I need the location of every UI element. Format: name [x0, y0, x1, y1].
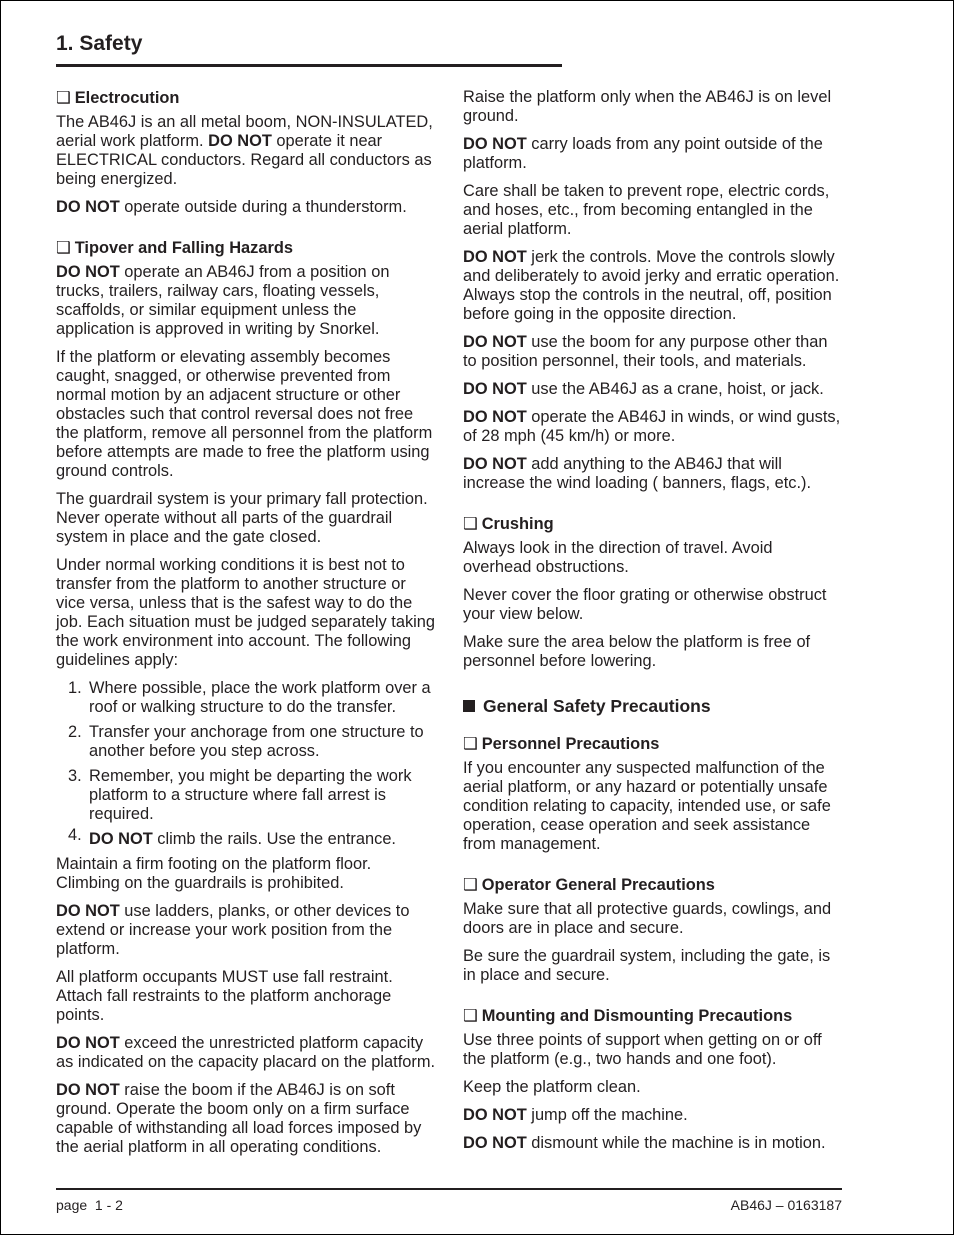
left-column — [56, 89, 436, 1166]
paragraph: DO NOT add anything to the AB46J that will increase the wind loading ( banners, flags, etc.). — [463, 455, 812, 492]
paragraph: DO NOT operate an AB46J from a position on trucks, trailers, railway cars, floating vessels, scaffolds, or similar equipment unless the application is approved in writing by Snorkel. — [56, 263, 390, 338]
page-title: 1. Safety — [56, 32, 143, 55]
paragraph: DO NOT jerk the controls. Move the controls slowly and deliberately to avoid jerky and erratic operation. Always stop the controls in the neutral, off, position before going in the opposite direction. — [463, 248, 840, 323]
document-number: AB46J – 0163187 — [730, 1197, 842, 1213]
paragraph: DO NOT use the AB46J as a crane, hoist, or jack. — [463, 380, 824, 398]
paragraph: If you encounter any suspected malfunction of the aerial platform, or any hazard or potentially unsafe condition relating to capacity, intended use, or safe operation, cease operation and seek assistance from management. — [463, 759, 831, 853]
list-item: 2. Transfer your anchorage from one structure to another before you step across. — [68, 723, 424, 760]
paragraph: Maintain a firm footing on the platform floor. Climbing on the guardrails is prohibited. — [56, 855, 372, 892]
paragraph: DO NOT use the boom for any purpose other than to position personnel, their tools, and materials. — [463, 333, 828, 370]
paragraph: Be sure the guardrail system, including the gate, is in place and secure. — [463, 947, 831, 984]
subheading-operator: ❑ Operator General Precautions — [463, 876, 715, 894]
paragraph: The guardrail system is your primary fall protection. Never operate without all parts of the guardrail system in place and the gate closed. — [56, 490, 428, 546]
subheading-mounting: ❑ Mounting and Dismounting Precautions — [463, 1007, 793, 1025]
subheading-tipover: ❑ Tipover and Falling Hazards — [56, 239, 293, 257]
paragraph: The AB46J is an all metal boom, NON-INSULATED, aerial work platform. DO NOT operate it near ELECTRICAL conductors. Regard all conductors as being energized. — [56, 113, 433, 188]
paragraph: DO NOT operate outside during a thunderstorm. — [56, 198, 407, 216]
right-column — [463, 88, 843, 1162]
checkbox-icon: ❑ — [56, 89, 71, 107]
page-number: page 1 - 2 — [56, 1197, 123, 1213]
paragraph: Always look in the direction of travel. Avoid overhead obstructions. — [463, 539, 773, 576]
paragraph: DO NOT operate the AB46J in winds, or wind gusts, of 28 mph (45 km/h) or more. — [463, 408, 841, 445]
filled-square-icon — [463, 700, 475, 712]
paragraph: Keep the platform clean. — [463, 1078, 641, 1096]
paragraph: DO NOT raise the boom if the AB46J is on soft ground. Operate the boom only on a firm surface capable of withstanding all load forces imposed by the aerial platform in all operating conditions. — [56, 1081, 422, 1156]
paragraph: DO NOT carry loads from any point outside of the platform. — [463, 135, 823, 172]
checkbox-icon: ❑ — [56, 239, 71, 257]
paragraph: All platform occupants MUST use fall restraint. Attach fall restraints to the platform anchorage points. — [56, 968, 393, 1024]
paragraph: Care shall be taken to prevent rope, electric cords, and hoses, etc., from becoming entangled in the aerial platform. — [463, 182, 830, 238]
paragraph: Never cover the floor grating or otherwise obstruct your view below. — [463, 586, 827, 623]
paragraph: DO NOT exceed the unrestricted platform capacity as indicated on the capacity placard on the platform. — [56, 1034, 436, 1071]
paragraph: DO NOT use ladders, planks, or other devices to extend or increase your work position from the platform. — [56, 902, 410, 958]
paragraph: Make sure that all protective guards, cowlings, and doors are in place and secure. — [463, 900, 832, 937]
paragraph: Raise the platform only when the AB46J is on level ground. — [463, 88, 832, 125]
paragraph: Use three points of support when getting on or off the platform (e.g., two hands and one foot). — [463, 1031, 822, 1068]
paragraph: If the platform or elevating assembly becomes caught, snagged, or otherwise prevented from normal motion by an adjacent structure or other obstacles such that control reversal does not free the platform, remove all personnel from the platform before attempts are made to free the platform using ground controls. — [56, 348, 433, 480]
subheading-electrocution: ❑ Electrocution — [56, 89, 180, 107]
title-rule — [56, 64, 562, 67]
section-heading-general-safety: General Safety Precautions — [463, 697, 843, 716]
subheading-crushing: ❑ Crushing — [463, 515, 554, 533]
footer-rule — [56, 1188, 842, 1190]
list-item: 3. Remember, you might be departing the work platform to a structure where fall arrest is required. — [68, 767, 412, 823]
paragraph: DO NOT jump off the machine. — [463, 1106, 688, 1124]
guidelines-list — [56, 679, 436, 849]
paragraph: Under normal working conditions it is best not to transfer from the platform to another structure or vice versa, unless that is the safest way to do the job. Each situation must be judged separately taking the work environment into account. The following guidelines apply: — [56, 556, 436, 669]
list-item: 1. Where possible, place the work platform over a roof or walking structure to do the transfer. — [68, 679, 431, 716]
checkbox-icon: ❑ — [463, 515, 478, 533]
subheading-personnel: ❑ Personnel Precautions — [463, 735, 660, 753]
checkbox-icon: ❑ — [463, 735, 478, 753]
checkbox-icon: ❑ — [463, 876, 478, 894]
paragraph: DO NOT dismount while the machine is in motion. — [463, 1134, 826, 1152]
checkbox-icon: ❑ — [463, 1007, 478, 1025]
paragraph: Make sure the area below the platform is free of personnel before lowering. — [463, 633, 811, 670]
list-item: 4. DO NOT climb the rails. Use the entrance. — [68, 826, 396, 848]
